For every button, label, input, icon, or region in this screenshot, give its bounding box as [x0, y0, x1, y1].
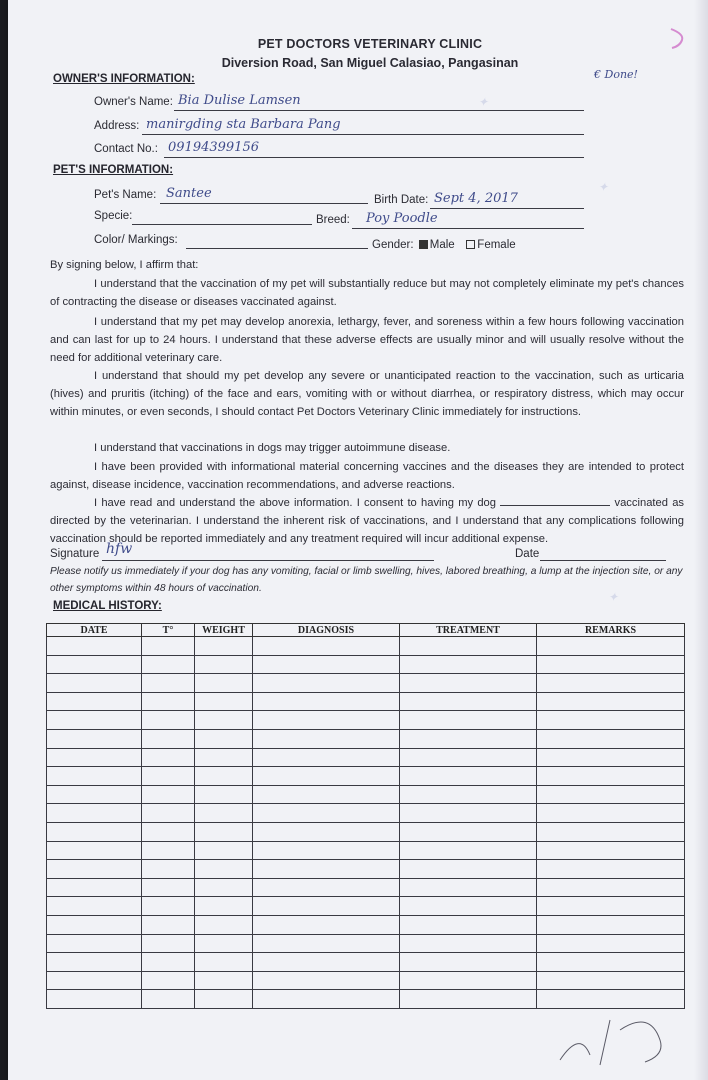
column-header-date: DATE — [47, 624, 142, 637]
table-row — [47, 860, 685, 879]
table-cell[interactable] — [195, 785, 253, 804]
signature-field[interactable]: hfw — [106, 541, 133, 557]
table-row — [47, 953, 685, 972]
gender-group — [372, 239, 516, 251]
table-cell[interactable] — [47, 655, 142, 674]
table-cell[interactable] — [142, 841, 195, 860]
table-cell[interactable] — [537, 748, 685, 767]
table-cell[interactable] — [253, 878, 400, 897]
table-cell[interactable] — [142, 637, 195, 656]
contact-label: Contact No.: — [94, 143, 158, 155]
color-line — [186, 248, 368, 249]
specie-line — [132, 224, 312, 225]
table-cell[interactable] — [400, 897, 537, 916]
table-row — [47, 934, 685, 953]
table-cell[interactable] — [537, 822, 685, 841]
table-cell[interactable] — [253, 711, 400, 730]
table-cell[interactable] — [253, 860, 400, 879]
table-row — [47, 897, 685, 916]
bleed-through-mark: ✦ — [478, 95, 489, 109]
table-row — [47, 674, 685, 693]
pet-name-field[interactable]: Santee — [166, 186, 212, 201]
table-cell[interactable] — [537, 729, 685, 748]
pet-name-line — [160, 203, 368, 204]
table-cell[interactable] — [195, 953, 253, 972]
table-cell[interactable] — [142, 711, 195, 730]
gender-female-checkbox[interactable] — [466, 240, 475, 249]
table-cell[interactable] — [400, 655, 537, 674]
table-cell[interactable] — [195, 841, 253, 860]
table-cell[interactable] — [47, 915, 142, 934]
table-cell[interactable] — [400, 971, 537, 990]
table-cell[interactable] — [142, 674, 195, 693]
table-cell[interactable] — [47, 990, 142, 1009]
bleed-through-mark: ✦ — [598, 180, 609, 194]
clinic-name: PET DOCTORS VETERINARY CLINIC — [257, 37, 483, 51]
pet-name-label: Pet's Name: — [94, 189, 157, 201]
table-cell[interactable] — [47, 674, 142, 693]
gender-female-label: Female — [477, 239, 516, 251]
table-cell[interactable] — [47, 692, 142, 711]
table-cell[interactable] — [253, 804, 400, 823]
table-header-row — [47, 624, 685, 637]
consent-intro: By signing below, I affirm that: — [50, 259, 199, 271]
dog-name-blank[interactable] — [500, 495, 610, 506]
table-cell[interactable] — [253, 915, 400, 934]
table-cell[interactable] — [195, 748, 253, 767]
table-cell[interactable] — [253, 785, 400, 804]
table-cell[interactable] — [142, 953, 195, 972]
table-cell[interactable] — [253, 897, 400, 916]
birth-date-line — [430, 208, 584, 209]
table-cell[interactable] — [142, 934, 195, 953]
table-cell[interactable] — [400, 860, 537, 879]
medical-history-body — [47, 637, 685, 1009]
table-cell[interactable] — [195, 767, 253, 786]
table-cell[interactable] — [253, 841, 400, 860]
address-line — [142, 134, 584, 135]
consent-p6-start: I have read and understand the above information. I consent to having my dog — [94, 497, 497, 509]
table-cell[interactable] — [537, 897, 685, 916]
pen-scribble-icon — [550, 1000, 690, 1070]
table-cell[interactable] — [253, 953, 400, 972]
table-cell[interactable] — [400, 767, 537, 786]
table-cell[interactable] — [47, 637, 142, 656]
table-cell[interactable] — [537, 878, 685, 897]
table-cell[interactable] — [142, 748, 195, 767]
table-cell[interactable] — [142, 655, 195, 674]
consent-paragraph-1: I understand that the vaccination of my pet will substantially reduce but may not completely eliminate my pet's chances of contracting the disease or diseases vaccinated against. — [50, 278, 684, 308]
table-cell[interactable] — [142, 804, 195, 823]
color-label: Color/ Markings: — [94, 234, 178, 246]
table-cell[interactable] — [400, 692, 537, 711]
table-cell[interactable] — [195, 692, 253, 711]
paper-edge-shade — [694, 0, 708, 1080]
table-cell[interactable] — [400, 785, 537, 804]
breed-line — [352, 228, 584, 229]
consent-p6-end: vaccinated as directed by the veterinarian. I understand the inherent risk of vaccinations, and I understand that any complications following vaccination should be reported immediately and any treatment required will incur additional expense. — [50, 497, 685, 545]
breed-field[interactable]: Poy Poodle — [366, 211, 438, 226]
table-row — [47, 971, 685, 990]
table-row — [47, 655, 685, 674]
owner-section-title: OWNER'S INFORMATION: — [53, 73, 195, 85]
table-cell[interactable] — [195, 897, 253, 916]
table-cell[interactable] — [47, 860, 142, 879]
table-cell[interactable] — [47, 934, 142, 953]
table-cell[interactable] — [400, 804, 537, 823]
table-cell[interactable] — [142, 729, 195, 748]
table-cell[interactable] — [537, 934, 685, 953]
table-row — [47, 692, 685, 711]
table-cell[interactable] — [47, 841, 142, 860]
table-row — [47, 748, 685, 767]
table-cell[interactable] — [400, 934, 537, 953]
table-cell[interactable] — [142, 990, 195, 1009]
table-cell[interactable] — [195, 674, 253, 693]
table-cell[interactable] — [253, 655, 400, 674]
table-row — [47, 785, 685, 804]
address-label: Address: — [94, 120, 140, 132]
owner-name-field[interactable]: Bia Dulise Lamsen — [178, 93, 301, 108]
table-cell[interactable] — [400, 711, 537, 730]
consent-paragraph-4: I understand that vaccinations in dogs may trigger autoimmune disease. — [94, 442, 451, 454]
table-cell[interactable] — [400, 915, 537, 934]
table-cell[interactable] — [537, 785, 685, 804]
table-cell[interactable] — [537, 953, 685, 972]
table-cell[interactable] — [142, 878, 195, 897]
table-cell[interactable] — [400, 990, 537, 1009]
table-cell[interactable] — [142, 860, 195, 879]
table-cell[interactable] — [47, 971, 142, 990]
column-header-remarks: REMARKS — [537, 624, 685, 637]
table-cell[interactable] — [195, 860, 253, 879]
table-cell[interactable] — [253, 748, 400, 767]
bleed-through-mark: ✦ — [608, 590, 619, 604]
table-cell[interactable] — [142, 785, 195, 804]
table-cell[interactable] — [537, 971, 685, 990]
table-cell[interactable] — [537, 692, 685, 711]
table-cell[interactable] — [47, 878, 142, 897]
gender-male-label: Male — [429, 239, 455, 251]
column-header-diagnosis: DIAGNOSIS — [253, 624, 400, 637]
table-cell[interactable] — [142, 822, 195, 841]
table-cell[interactable] — [142, 897, 195, 916]
table-row — [47, 711, 685, 730]
table-row — [47, 729, 685, 748]
table-cell[interactable] — [195, 711, 253, 730]
table-cell[interactable] — [253, 934, 400, 953]
table-cell[interactable] — [195, 971, 253, 990]
address-field[interactable]: manirgding sta Barbara Pang — [146, 117, 341, 132]
table-cell[interactable] — [47, 729, 142, 748]
table-cell[interactable] — [47, 711, 142, 730]
date-label: Date — [515, 548, 540, 560]
table-cell[interactable] — [195, 915, 253, 934]
signature-line — [102, 560, 434, 561]
gender-label: Gender: — [372, 239, 414, 251]
table-cell[interactable] — [47, 897, 142, 916]
table-cell[interactable] — [253, 674, 400, 693]
table-cell[interactable] — [195, 637, 253, 656]
date-line — [540, 560, 666, 561]
clinic-address: Diversion Road, San Miguel Calasiao, Pangasinan — [221, 56, 519, 70]
owner-name-label: Owner's Name: — [94, 96, 173, 108]
table-cell[interactable] — [47, 767, 142, 786]
table-row — [47, 841, 685, 860]
pet-section-title: PET'S INFORMATION: — [53, 164, 174, 176]
table-cell[interactable] — [142, 971, 195, 990]
table-cell[interactable] — [195, 934, 253, 953]
table-row — [47, 915, 685, 934]
consent-paragraph-6 — [50, 494, 684, 548]
table-cell[interactable] — [253, 990, 400, 1009]
table-cell[interactable] — [195, 729, 253, 748]
contact-line — [164, 157, 584, 158]
table-row — [47, 822, 685, 841]
table-cell[interactable] — [253, 822, 400, 841]
consent-paragraph-5: I have been provided with informational material concerning vaccines and the diseases they are intended to protect against, disease incidence, vaccination recommendations, and adverse reactions. — [50, 461, 684, 491]
table-row — [47, 878, 685, 897]
column-header-weight: WEIGHT — [195, 624, 253, 637]
consent-paragraph-3: I understand that should my pet develop any severe or unanticipated reaction to the vaccination, such as urticaria (hives) and pruritis (itching) of the face and ears, vomiting with or without diarrhea, or respiratory distress, which may occur within minutes, or even seconds, I should contact Pet Doctors Veterinary Clinic immediately for instructions. — [50, 370, 684, 418]
signature-label: Signature — [50, 548, 100, 560]
medical-history-table — [46, 623, 685, 1009]
birth-date-label: Birth Date: — [374, 194, 429, 206]
table-cell[interactable] — [195, 990, 253, 1009]
table-cell[interactable] — [142, 692, 195, 711]
table-cell[interactable] — [47, 785, 142, 804]
table-cell[interactable] — [537, 860, 685, 879]
table-cell[interactable] — [400, 878, 537, 897]
contact-field[interactable]: 09194399156 — [168, 140, 259, 155]
notify-notice: Please notify us immediately if your dog has any vomiting, facial or limb swelling, hives, labored breathing, a lump at the injection site, or any other symptoms within 48 hours of vaccination. — [50, 566, 683, 594]
table-cell[interactable] — [537, 711, 685, 730]
gender-male-checkbox[interactable] — [419, 240, 428, 249]
table-cell[interactable] — [142, 767, 195, 786]
specie-label: Specie: — [94, 210, 133, 222]
table-cell[interactable] — [253, 971, 400, 990]
table-cell[interactable] — [253, 767, 400, 786]
table-cell[interactable] — [400, 729, 537, 748]
table-cell[interactable] — [253, 729, 400, 748]
table-row — [47, 804, 685, 823]
table-cell[interactable] — [537, 655, 685, 674]
consent-paragraph-2: I understand that my pet may develop anorexia, lethargy, fever, and soreness within a few hours following vaccination and can last for up to 24 hours. I understand that these adverse effects are usually minor and will usually resolve without the need for additional veterinary care. — [50, 316, 684, 364]
table-cell[interactable] — [400, 953, 537, 972]
column-header-temperature: T° — [142, 624, 195, 637]
table-cell[interactable] — [537, 804, 685, 823]
table-cell[interactable] — [253, 692, 400, 711]
medical-section-title: MEDICAL HISTORY: — [53, 600, 162, 612]
done-note: € Done! — [594, 68, 638, 81]
table-cell[interactable] — [537, 637, 685, 656]
table-cell[interactable] — [47, 804, 142, 823]
birth-date-field[interactable]: Sept 4, 2017 — [434, 191, 518, 206]
table-cell[interactable] — [537, 915, 685, 934]
table-cell[interactable] — [400, 841, 537, 860]
table-cell[interactable] — [195, 878, 253, 897]
table-cell[interactable] — [537, 674, 685, 693]
table-cell[interactable] — [47, 953, 142, 972]
table-cell[interactable] — [195, 655, 253, 674]
table-cell[interactable] — [537, 841, 685, 860]
table-row — [47, 637, 685, 656]
table-cell[interactable] — [142, 915, 195, 934]
table-cell[interactable] — [400, 748, 537, 767]
table-cell[interactable] — [400, 637, 537, 656]
table-cell[interactable] — [47, 822, 142, 841]
column-header-treatment: TREATMENT — [400, 624, 537, 637]
owner-name-line — [174, 110, 584, 111]
table-cell[interactable] — [195, 804, 253, 823]
table-cell[interactable] — [47, 748, 142, 767]
table-cell[interactable] — [195, 822, 253, 841]
table-row — [47, 767, 685, 786]
euro-mark-icon: € — [594, 68, 601, 81]
table-cell[interactable] — [537, 767, 685, 786]
table-cell[interactable] — [253, 637, 400, 656]
table-cell[interactable] — [400, 674, 537, 693]
table-cell[interactable] — [400, 822, 537, 841]
breed-label: Breed: — [316, 214, 350, 226]
